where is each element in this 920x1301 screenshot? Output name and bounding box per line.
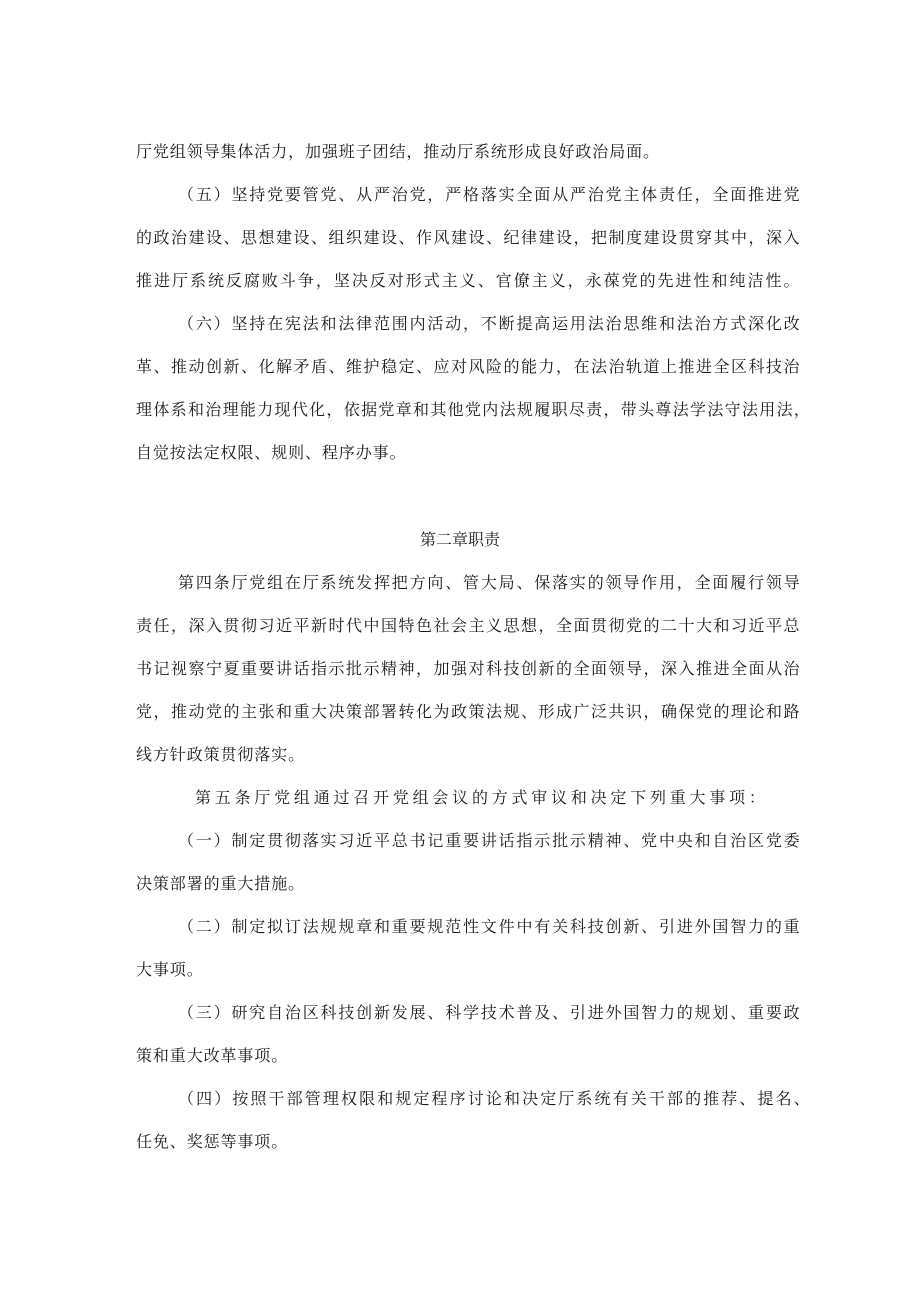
paragraph-line: （ 六 ） 坚 持 在 宪 法 和 法 律 范 围 内 活 动 ， 不 断 提 高 运 用 法 治 思 维 和 法 治 方 式 深 化 改 [178,314,800,333]
paragraph-line: 线方针政策贯彻落实。 [136,745,306,764]
paragraph-line: 理 体 系 和 治 理 能 力 现 代 化 ， 依 据 党 章 和 其 他 党 内 法 规 履 职 尽 责 ， 带 头 尊 法 学 法 守 法 用 法 ， [136,400,810,419]
list-item-line: 策和重大改革事项。 [136,1046,289,1065]
paragraph-line: （ 五 ） 坚 持 党 要 管 党 、 从 严 治 党 ， 严 格 落 实 全 面 从 严 治 党 主 体 责 任 ， 全 面 推 进 党 [178,185,800,204]
list-item-line: 决策部署的重大措施。 [136,874,306,893]
list-item-line: （ 三 ） 研 究 自 治 区 科 技 创 新 发 展 、 科 学 技 术 普 及 、 引 进 外 国 智 力 的 规 划 、 重 要 政 [178,1003,800,1022]
list-item-line: 任免、奖惩等事项。 [136,1132,289,1151]
list-item-line: 大事项。 [136,960,204,979]
paragraph-line: 厅党组领导集体活力，加强班子团结，推动厅系统形成良好政治局面。 [136,142,660,161]
list-item-line: （ 四 ） 按 照 干 部 管 理 权 限 和 规 定 程 序 讨 论 和 决 定 厅 系 统 有 关 干 部 的 推 荐 、 提 名 、 [178,1089,810,1108]
paragraph-line: 自觉按法定权限、规则、程序办事。 [136,443,407,462]
paragraph-line: 的 政 治 建 设 、 思 想 建 设 、 组 织 建 设 、 作 风 建 设 、 纪 律 建 设 ， 把 制 度 建 设 贯 穿 其 中 ， 深 入 [136,228,800,247]
list-item-line: （ 二 ） 制 定 拟 订 法 规 规 章 和 重 要 规 范 性 文 件 中 有 关 科 技 创 新 、 引 进 外 国 智 力 的 重 [178,917,800,936]
paragraph-line: 书 记 视 察 宁 夏 重 要 讲 话 指 示 批 示 精 神 ， 加 强 对 科 技 创 新 的 全 面 领 导 ， 深 入 推 进 全 面 从 治 [136,659,800,678]
paragraph-line: 党 ， 推 动 党 的 主 张 和 重 大 决 策 部 署 转 化 为 政 策 法 规 、 形 成 广 泛 共 识 ， 确 保 党 的 理 论 和 路 [136,702,800,721]
list-item-line: （ 一 ） 制 定 贯 彻 落 实 习 近 平 总 书 记 重 要 讲 话 指 示 批 示 精 神 、 党 中 央 和 自 治 区 党 委 [178,831,800,850]
paragraph-line: 革 、 推 动 创 新 、 化 解 矛 盾 、 维 护 稳 定 、 应 对 风 险 的 能 力 ， 在 法 治 轨 道 上 推 进 全 区 科 技 治 [136,357,800,376]
chapter-heading: 第二章职责 [419,530,500,549]
paragraph-line: 责 任 ， 深 入 贯 彻 习 近 平 新 时 代 中 国 特 色 社 会 主 义 思 想 ， 全 面 贯 彻 党 的 二 十 大 和 习 近 平 总 [136,616,800,635]
paragraph-line: 推 进 厅 系 统 反 腐 败 斗 争 ， 坚 决 反 对 形 式 主 义 、 官 僚 主 义 ， 永 葆 党 的 先 进 性 和 纯 洁 性 。 [136,271,800,290]
paragraph-line: 第 五 条 厅 党 组 通 过 召 开 党 组 会 议 的 方 式 审 议 和 决 定 下 列 重 大 事 项 ： [195,788,765,807]
paragraph-line: 第 四 条 厅 党 组 在 厅 系 统 发 挥 把 方 向 、 管 大 局 、 保 落 实 的 领 导 作 用 ， 全 面 履 行 领 导 [178,573,800,592]
